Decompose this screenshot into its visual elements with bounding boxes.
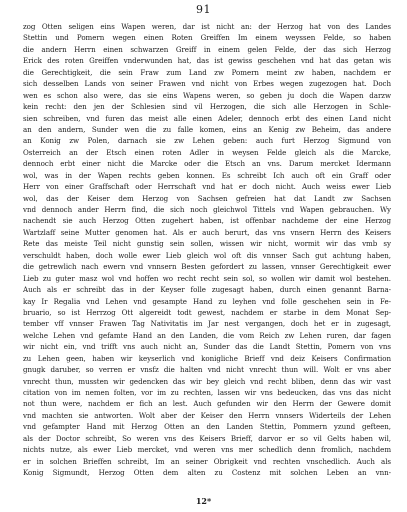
text-line: Lieb zu guter masz wol vnd hoffen wo recht recht sein sol, so wollen wir damit wol bestehen. [23, 273, 391, 283]
text-line: Rete das meiste Teil nicht gunstig sein sollen, wissen wir nicht, wormit wir das vmb sy [23, 239, 391, 249]
text-line: wen es schon also were, das sie eins Wapens weren, so geben ju doch die Wapen darzw [23, 90, 391, 100]
text-line: Herr von einer Graffschaft oder Herrschaft vnd hat er doch nicht. Auch weiss ewer Lieb [23, 182, 391, 192]
text-line: gnugk daruber, so verren er vnsfz die halten vnd nicht vnrecht thun will. Wolt er vns aber [23, 365, 391, 375]
page-number: 91 [196, 3, 211, 16]
text-line: dennoch erbt einer nicht die Marcke oder die Etsch an vns. Darum mercket Idermann [23, 159, 391, 169]
text-line: die getrewlich nach ewern vnd vnnsern Besten gefordert zu lassen, vnnser Gerechtigkeit ewer [23, 262, 391, 272]
text-line: als der Doctor schreibt, So weren vns des Keisers Brieff, darvor er so vil Gelts haben wil, [23, 433, 391, 443]
text-line: nachendt sie auch Herzog Otten zugehert haben, ist offenbar nachdeme der eine Herzog [23, 216, 391, 226]
text-line: sich desselben Lands von seiner Frawen vnd nicht von Erbes wegen zugezogen hat. Doch [23, 79, 391, 89]
signature-mark: 12* [195, 496, 212, 506]
text-line: Osterreich an der Etsch einen roten Adler in weysen Felde gleich als die Marcke, [23, 147, 391, 157]
text-line: welche Lehen vnd gefamte Hand an den Landen, die vom Reich zw Lehen ruren, dar fagen [23, 330, 391, 340]
text-line: an Konig zw Polen, darnach sie zw Lehen geben: auch furt Herzog Sigmund von [23, 136, 391, 146]
text-line: bruario, so ist Herrzog Ott algereidt todt gewest, nachdem er starbe in dem Monat Sep- [23, 307, 391, 317]
text-body [23, 21, 391, 479]
text-line: Wartzlaff seine Mutter genomen hat. Als er auch berurt, das vns vnsern Herrn des Keisers [23, 227, 391, 237]
text-line: wir nicht ein, vnd trifft vns auch nicht an, Sunder das die Landt Stettin, Pomern von vns [23, 342, 391, 352]
text-line: vnd machten sie antworten. Wolt aber der Keiser den Herrn vnnsers Widerteils der Lehen [23, 410, 391, 420]
text-line: not thun were, nachdem er fich an lest. Auch gefunden wir den Herrn der Gewere domit [23, 399, 391, 409]
text-line: tember vff vnnser Frawen Tag Nativitatis im Jar nest vergangen, doch het er in zugesagt, [23, 319, 391, 329]
text-line: wol, was in der Wapen rechts geben konnen. Es schreibt Ich auch oft ein Graff oder [23, 170, 391, 180]
text-line: vnd dennoch ander Herrn find, die sich noch gleichwol Tittels vnd Wapen gebrauchen. Wy [23, 205, 391, 214]
text-line: nichts nutze, als ewer Lieb mercket, vnd weren vns mer schedlich denn fromlich, nachdem [23, 445, 391, 455]
text-line: Konig Sigmundt, Herzog Otten dem alten zu Costenz mit solchen Leben an vnn- [23, 468, 391, 478]
text-line: kay Ir Regalia vnd Lehen vnd gesampte Hand zu leyhen vnd folle geschehen sein in Fe- [23, 296, 391, 306]
text-line: Erick des roten Greiffen vnderwunden hat, das ist gewiss geschehen vnd hat das getan wis [23, 56, 391, 66]
text-line: vnd gefampter Hand mit Herzog Otten an den Landen Stettin, Pommern yzund gefteen, [23, 422, 391, 432]
text-line: kein recht: den jen der Schlesien sind vil Herzogen, die sich alle Herzogen in Schle- [23, 102, 391, 112]
text-line: zog Otten seligen eins Wapen weren, dar ist nicht an: der Herzog hat von des Landes [23, 22, 391, 31]
text-line: er in solchen Brieffen schreibt, Im an seiner Obrigkeit vnd rechten vnschedlich. Auch als [23, 456, 391, 466]
text-line: an den andern, Sunder wen die zu falle komen, eins an Kenig zw Beheim, das andere [23, 124, 391, 134]
text-line: citation von im nemen folten, vor im zu rechten, lassen wir vns bedeucken, das vns das nicht [23, 388, 391, 397]
text-line: vnrecht thun, mussten wir gedencken das wir bey gleich vnd recht bliben, denn das wir vast [23, 376, 391, 386]
text-line: Stettin und Pomern wegen einen Roten Greiffen Im einem weyssen Felde, so haben [23, 33, 391, 43]
text-line: wol, das der Keiser dem Herzog von Sachsen gefreien hat dat Landt zw Sachsen [23, 193, 391, 203]
text-line: Auch als er schreibt das in der Keyser folle zugesagt haben, durch einen genannt Barna- [23, 285, 391, 295]
text-line: verschuldt haben, doch wolle ewer Lieb gleich wol oft dis vnnser Sach gut achtung haben, [23, 250, 391, 260]
text-line: sien schreiben, vnd furen das meist alle einen Adeler, dennoch erbt des einen Land nicht [23, 113, 391, 123]
text-line: die andern Herrn einen schwarzen Greiff in einem gelen Felde, der das sich Herzog [23, 44, 391, 54]
text-line: zu Lehen geen, haben wir keyserlich vnd konigliche Brieff vnd deiz Keisers Confirmation [23, 353, 391, 363]
text-line: die Gerechtigkeit, die sein Fraw zum Land zw Pomern meint zw haben, nachdem er [23, 67, 391, 77]
